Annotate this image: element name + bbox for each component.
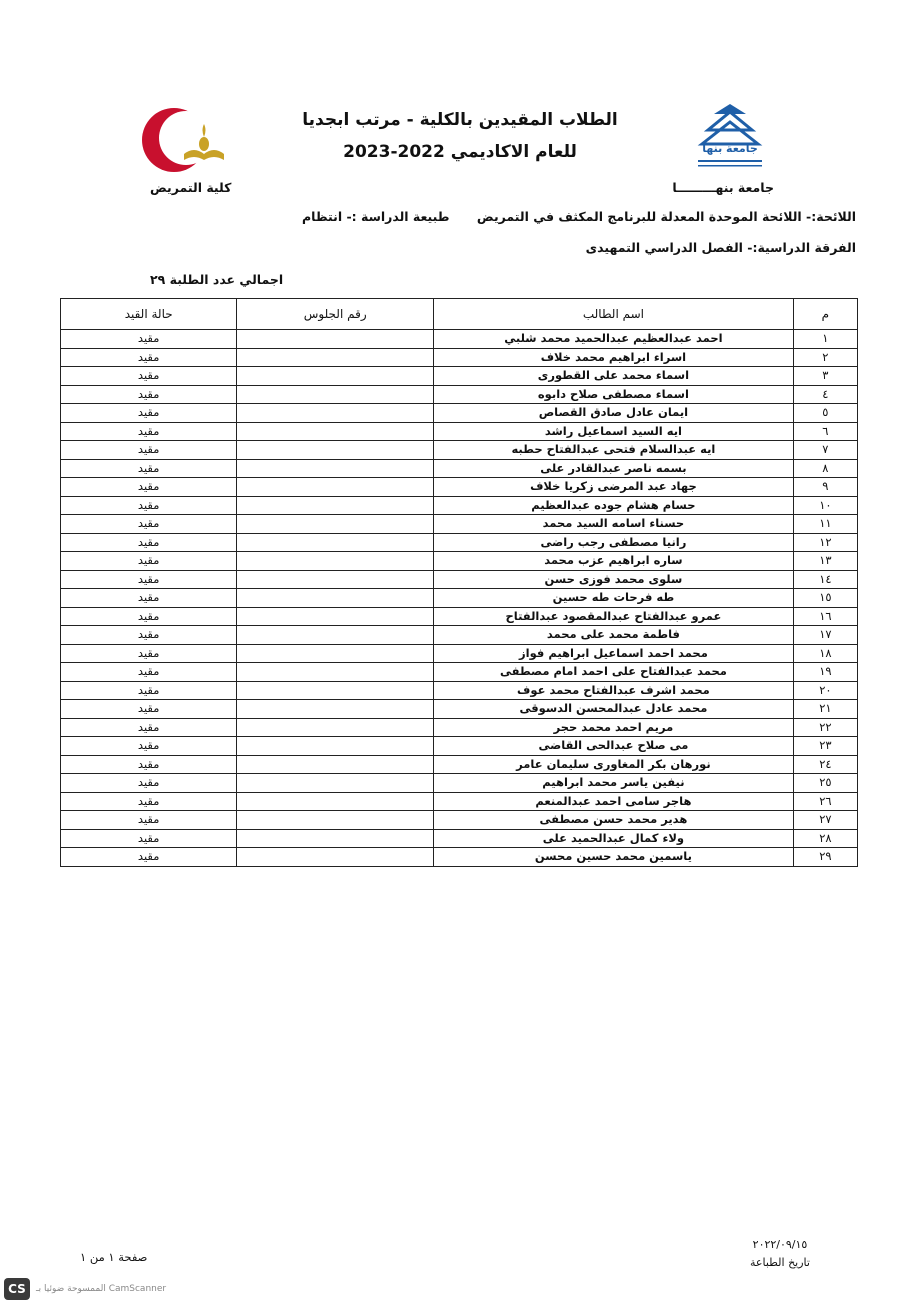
print-date: ٢٠٢٢/٠٩/١٥ bbox=[752, 1238, 808, 1251]
table-row bbox=[61, 607, 858, 626]
seat-number bbox=[237, 829, 434, 848]
seat-number bbox=[237, 644, 434, 663]
enrollment-status: مقيد bbox=[61, 422, 237, 441]
camscanner-badge: CS bbox=[4, 1278, 30, 1300]
row-number: ١١ bbox=[793, 515, 857, 534]
table-row bbox=[61, 792, 858, 811]
university-logo bbox=[690, 104, 770, 174]
table-row bbox=[61, 404, 858, 423]
seat-number bbox=[237, 533, 434, 552]
enrollment-status: مقيد bbox=[61, 774, 237, 793]
seat-number bbox=[237, 774, 434, 793]
seat-number bbox=[237, 737, 434, 756]
seat-number bbox=[237, 330, 434, 349]
student-name: ياسمين محمد حسين محسن bbox=[434, 848, 794, 867]
enrollment-status: مقيد bbox=[61, 404, 237, 423]
table-row bbox=[61, 385, 858, 404]
enrollment-status: مقيد bbox=[61, 681, 237, 700]
student-name: هاجر سامى احمد عبدالمنعم bbox=[434, 792, 794, 811]
enrollment-status: مقيد bbox=[61, 552, 237, 571]
row-number: ٤ bbox=[793, 385, 857, 404]
student-name: هدير محمد حسن مصطفى bbox=[434, 811, 794, 830]
enrollment-status: مقيد bbox=[61, 626, 237, 645]
row-number: ١٢ bbox=[793, 533, 857, 552]
row-number: ٥ bbox=[793, 404, 857, 423]
seat-number bbox=[237, 441, 434, 460]
enrollment-status: مقيد bbox=[61, 441, 237, 460]
row-number: ٩ bbox=[793, 478, 857, 497]
seat-number bbox=[237, 367, 434, 386]
row-number: ٢٠ bbox=[793, 681, 857, 700]
enrollment-status: مقيد bbox=[61, 570, 237, 589]
table-row bbox=[61, 367, 858, 386]
table-row bbox=[61, 570, 858, 589]
enrollment-status: مقيد bbox=[61, 811, 237, 830]
row-number: ٢ bbox=[793, 348, 857, 367]
enrollment-status: مقيد bbox=[61, 385, 237, 404]
student-name: اسماء محمد على القطورى bbox=[434, 367, 794, 386]
student-name: طه فرحات طه حسين bbox=[434, 589, 794, 608]
enrollment-status: مقيد bbox=[61, 533, 237, 552]
row-number: ٢٣ bbox=[793, 737, 857, 756]
student-name: فاطمة محمد على محمد bbox=[434, 626, 794, 645]
seat-number bbox=[237, 700, 434, 719]
table-row bbox=[61, 848, 858, 867]
table-row bbox=[61, 330, 858, 349]
row-number: ٨ bbox=[793, 459, 857, 478]
seat-number bbox=[237, 515, 434, 534]
faculty-logo bbox=[132, 100, 228, 180]
table-row bbox=[61, 533, 858, 552]
row-number: ١٥ bbox=[793, 589, 857, 608]
student-name: بسمه ناصر عبدالقادر على bbox=[434, 459, 794, 478]
row-number: ٣ bbox=[793, 367, 857, 386]
seat-number bbox=[237, 348, 434, 367]
seat-number bbox=[237, 589, 434, 608]
enrollment-status: مقيد bbox=[61, 330, 237, 349]
enrollment-status: مقيد bbox=[61, 829, 237, 848]
seat-number bbox=[237, 626, 434, 645]
seat-number bbox=[237, 607, 434, 626]
seat-number bbox=[237, 496, 434, 515]
seat-number bbox=[237, 792, 434, 811]
university-logo-icon bbox=[690, 104, 770, 174]
enrollment-status: مقيد bbox=[61, 496, 237, 515]
camscanner-text: الممسوحة ضوئيا بـ CamScanner bbox=[36, 1284, 167, 1294]
table-row bbox=[61, 755, 858, 774]
row-number: ٧ bbox=[793, 441, 857, 460]
column-header-name: اسم الطالب bbox=[434, 299, 794, 330]
enrollment-status: مقيد bbox=[61, 848, 237, 867]
print-date-label: تاريخ الطباعة bbox=[750, 1256, 810, 1269]
table-row bbox=[61, 663, 858, 682]
enrollment-status: مقيد bbox=[61, 792, 237, 811]
document-title: الطلاب المقيدين بالكلية - مرتب ابجديا bbox=[302, 110, 618, 130]
student-name: ولاء كمال عبدالحميد على bbox=[434, 829, 794, 848]
student-name: اسماء مصطفى صلاح دابوه bbox=[434, 385, 794, 404]
row-number: ١٧ bbox=[793, 626, 857, 645]
student-name: محمد احمد اسماعيل ابراهيم فواز bbox=[434, 644, 794, 663]
seat-number bbox=[237, 811, 434, 830]
table-row bbox=[61, 829, 858, 848]
enrollment-status: مقيد bbox=[61, 700, 237, 719]
seat-number bbox=[237, 663, 434, 682]
seat-number bbox=[237, 552, 434, 571]
students-table bbox=[60, 298, 858, 867]
row-number: ٢٨ bbox=[793, 829, 857, 848]
seat-number bbox=[237, 404, 434, 423]
university-name: جامعة بنهـــــــــا bbox=[672, 180, 774, 195]
student-name: ساره ابراهيم عزب محمد bbox=[434, 552, 794, 571]
enrollment-status: مقيد bbox=[61, 644, 237, 663]
student-name: ايه عبدالسلام فتحى عبدالفتاح حطبه bbox=[434, 441, 794, 460]
enrollment-status: مقيد bbox=[61, 737, 237, 756]
table-header-row bbox=[61, 299, 858, 330]
regulation-label: اللائحة:- اللائحة الموحدة المعدلة للبرنامج المكثف في التمريض bbox=[476, 209, 856, 224]
student-name: محمد عبدالفتاح على احمد امام مصطفى bbox=[434, 663, 794, 682]
table-row bbox=[61, 774, 858, 793]
enrollment-status: مقيد bbox=[61, 718, 237, 737]
row-number: ٦ bbox=[793, 422, 857, 441]
page-number: صفحة ١ من ١ bbox=[80, 1250, 148, 1264]
level-label: الفرقة الدراسية:- الفصل الدراسي التمهيدى bbox=[585, 240, 856, 255]
table-row bbox=[61, 589, 858, 608]
seat-number bbox=[237, 681, 434, 700]
table-row bbox=[61, 681, 858, 700]
row-number: ٢٥ bbox=[793, 774, 857, 793]
study-type-label: طبيعة الدراسة :- انتظام bbox=[302, 209, 450, 224]
faculty-name: كلية التمريض bbox=[150, 180, 232, 195]
table-row bbox=[61, 348, 858, 367]
row-number: ٢٢ bbox=[793, 718, 857, 737]
student-name: ايه السيد اسماعيل راشد bbox=[434, 422, 794, 441]
student-name: محمد اشرف عبدالفتاح محمد عوف bbox=[434, 681, 794, 700]
column-header-number: م bbox=[793, 299, 857, 330]
row-number: ١٣ bbox=[793, 552, 857, 571]
row-number: ١٦ bbox=[793, 607, 857, 626]
academic-year-title: للعام الاكاديمي 2022-2023 bbox=[343, 142, 577, 162]
student-name: محمد عادل عبدالمحسن الدسوقى bbox=[434, 700, 794, 719]
row-number: ١ bbox=[793, 330, 857, 349]
column-header-status: حالة القيد bbox=[61, 299, 237, 330]
student-name: حسناء اسامه السيد محمد bbox=[434, 515, 794, 534]
enrollment-status: مقيد bbox=[61, 755, 237, 774]
student-name: رانيا مصطفى رجب راضى bbox=[434, 533, 794, 552]
row-number: ١٠ bbox=[793, 496, 857, 515]
student-name: عمرو عبدالفتاح عبدالمقصود عبدالفتاح bbox=[434, 607, 794, 626]
enrollment-status: مقيد bbox=[61, 589, 237, 608]
student-name: مريم احمد محمد حجر bbox=[434, 718, 794, 737]
row-number: ٢٩ bbox=[793, 848, 857, 867]
seat-number bbox=[237, 570, 434, 589]
row-number: ١٤ bbox=[793, 570, 857, 589]
table-row bbox=[61, 422, 858, 441]
crescent-lamp-icon bbox=[132, 100, 228, 180]
table-row bbox=[61, 718, 858, 737]
row-number: ٢٤ bbox=[793, 755, 857, 774]
row-number: ٢٧ bbox=[793, 811, 857, 830]
seat-number bbox=[237, 422, 434, 441]
table-row bbox=[61, 441, 858, 460]
column-header-seat: رقم الجلوس bbox=[237, 299, 434, 330]
seat-number bbox=[237, 459, 434, 478]
row-number: ١٩ bbox=[793, 663, 857, 682]
enrollment-status: مقيد bbox=[61, 367, 237, 386]
student-name: ايمان عادل صادق القصاص bbox=[434, 404, 794, 423]
seat-number bbox=[237, 755, 434, 774]
enrollment-status: مقيد bbox=[61, 478, 237, 497]
total-students: اجمالي عدد الطلبة ٢٩ bbox=[150, 272, 284, 287]
enrollment-status: مقيد bbox=[61, 348, 237, 367]
table-row bbox=[61, 552, 858, 571]
student-name: احمد عبدالعظيم عبدالحميد محمد شلبي bbox=[434, 330, 794, 349]
enrollment-status: مقيد bbox=[61, 459, 237, 478]
row-number: ١٨ bbox=[793, 644, 857, 663]
table-row bbox=[61, 700, 858, 719]
enrollment-status: مقيد bbox=[61, 663, 237, 682]
table-row bbox=[61, 644, 858, 663]
table-row bbox=[61, 626, 858, 645]
table-row bbox=[61, 459, 858, 478]
table-body bbox=[61, 330, 858, 867]
enrollment-status: مقيد bbox=[61, 515, 237, 534]
student-name: سلوى محمد فوزى حسن bbox=[434, 570, 794, 589]
table-row bbox=[61, 496, 858, 515]
seat-number bbox=[237, 385, 434, 404]
student-name: نيفين ياسر محمد ابراهيم bbox=[434, 774, 794, 793]
enrollment-status: مقيد bbox=[61, 607, 237, 626]
student-name: نورهان بكر المغاورى سليمان عامر bbox=[434, 755, 794, 774]
table-row bbox=[61, 811, 858, 830]
student-name: مى صلاح عبدالحى القاضى bbox=[434, 737, 794, 756]
row-number: ٢٦ bbox=[793, 792, 857, 811]
table-row bbox=[61, 478, 858, 497]
table-row bbox=[61, 737, 858, 756]
table-row bbox=[61, 515, 858, 534]
row-number: ٢١ bbox=[793, 700, 857, 719]
student-name: حسام هشام جوده عبدالعظيم bbox=[434, 496, 794, 515]
seat-number bbox=[237, 478, 434, 497]
seat-number bbox=[237, 848, 434, 867]
university-logo-text: جامعة بنها bbox=[702, 142, 758, 155]
student-name: اسراء ابراهيم محمد خلاف bbox=[434, 348, 794, 367]
student-name: جهاد عبد المرضى زكريا خلاف bbox=[434, 478, 794, 497]
seat-number bbox=[237, 718, 434, 737]
